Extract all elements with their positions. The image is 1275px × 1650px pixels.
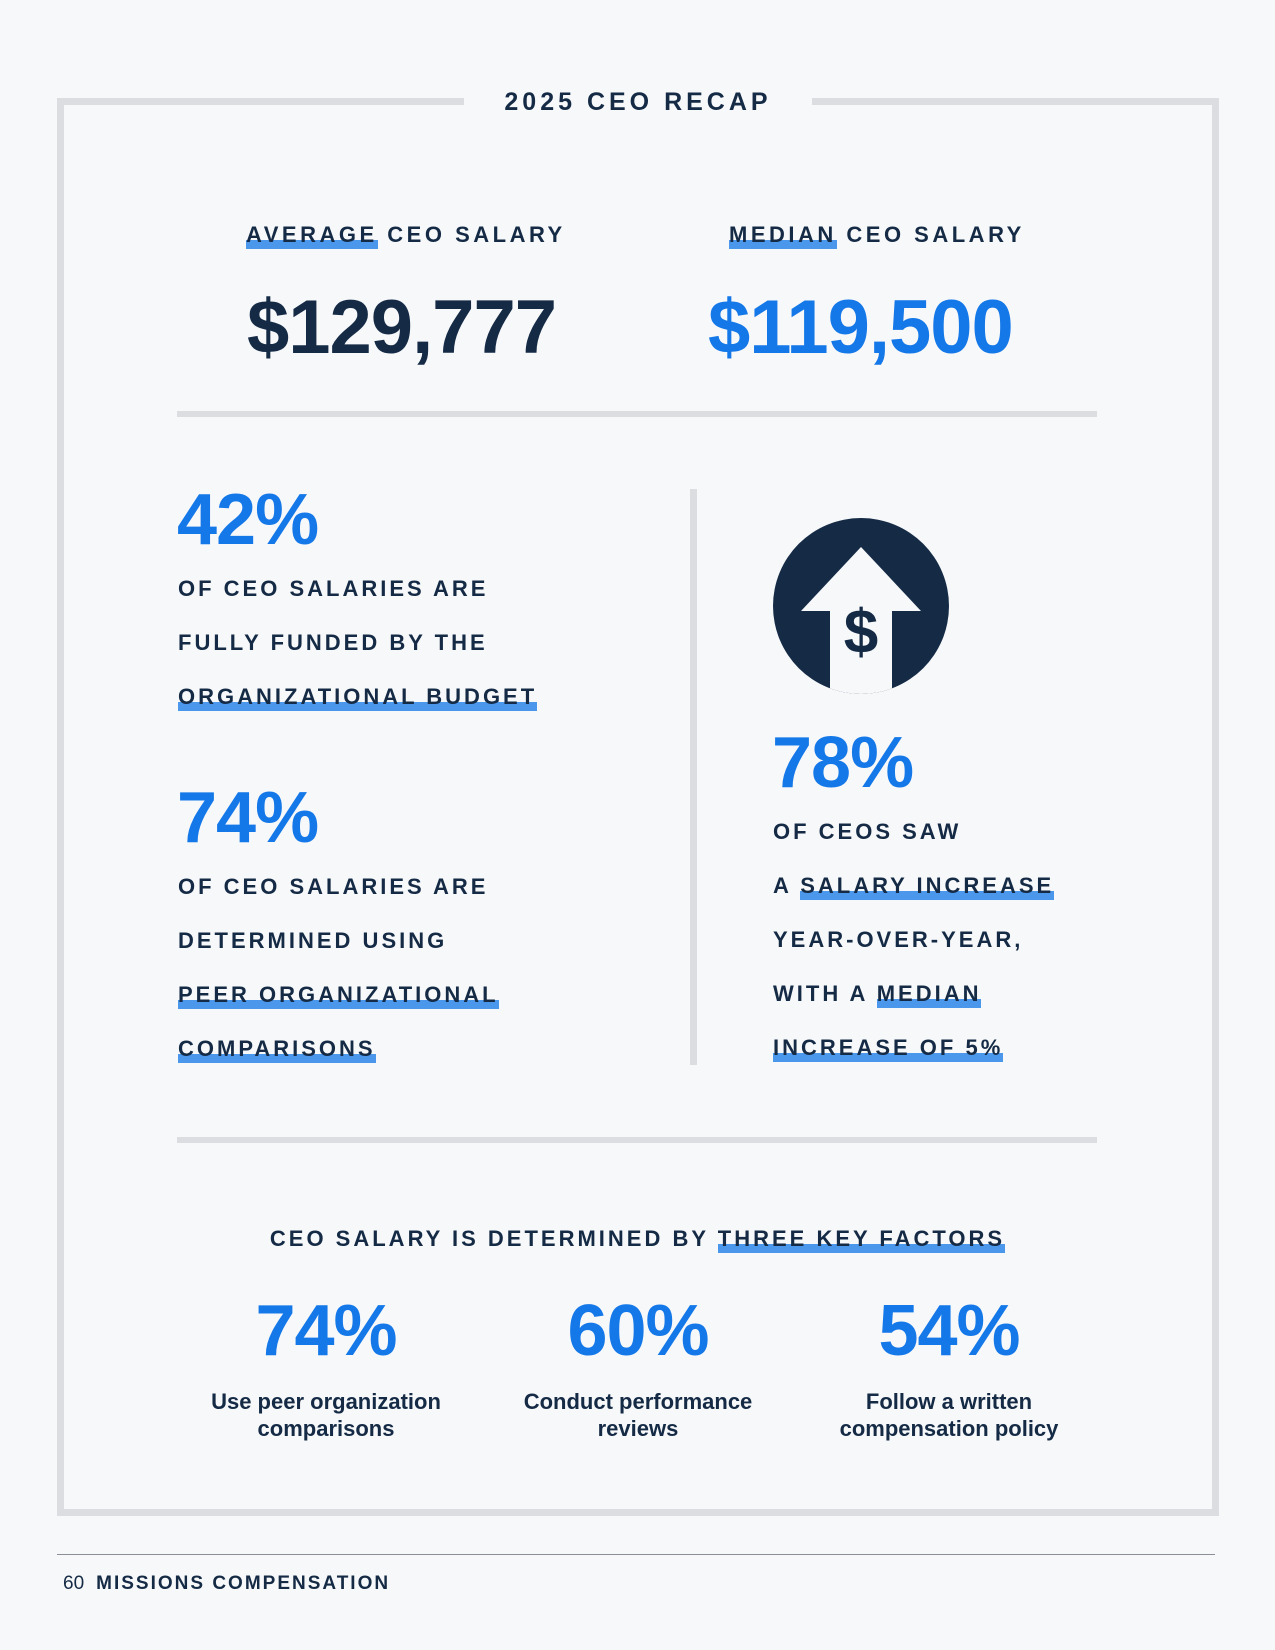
stat-78-line: WITH A MEDIAN [773, 981, 982, 1006]
column-divider [690, 489, 697, 1065]
stat-78-line: OF CEOS SAW [773, 819, 962, 844]
stat-78-line: YEAR-OVER-YEAR, [773, 927, 1024, 952]
page-number: 60 [63, 1573, 85, 1594]
median-salary-value: $119,500 [708, 285, 1013, 370]
stat-74-highlight-line: COMPARISONS [178, 1036, 376, 1061]
stat-42-highlight-line: ORGANIZATIONAL BUDGET [178, 684, 538, 709]
stat-42-line: FULLY FUNDED BY THE [178, 630, 488, 655]
average-salary-label: AVERAGE CEO SALARY [246, 222, 566, 247]
stat-78-highlight-line: INCREASE OF 5% [773, 1035, 1004, 1060]
factors-heading: CEO SALARY IS DETERMINED BY THREE KEY FACTORS [269, 1226, 1006, 1251]
stat-74-line: OF CEO SALARIES ARE [178, 874, 489, 899]
stat-74-highlight-line: PEER ORGANIZATIONAL [178, 982, 499, 1007]
dollar-up-arrow-icon [772, 517, 950, 695]
publication-name: MISSIONS COMPENSATION [96, 1573, 391, 1594]
factor-peer-label: Use peer organization comparisons [211, 1389, 441, 1441]
median-salary-label: MEDIAN CEO SALARY [729, 222, 1025, 247]
svg-text:$: $ [843, 598, 879, 667]
average-highlight: AVERAGE [246, 222, 378, 247]
factor-policy-percent: 54% [878, 1291, 1020, 1371]
stat-78-percent: 78% [772, 723, 914, 803]
average-salary-value: $129,777 [247, 285, 556, 370]
median-highlight: MEDIAN [729, 222, 837, 247]
page-title: 2025 CEO RECAP [464, 82, 812, 122]
stat-74-line: DETERMINED USING [178, 928, 448, 953]
factor-reviews-label: Conduct performance reviews [523, 1389, 753, 1441]
factor-reviews-percent: 60% [567, 1291, 709, 1371]
stat-42-line: OF CEO SALARIES ARE [178, 576, 489, 601]
footer [63, 1573, 390, 1595]
factor-peer-percent: 74% [255, 1291, 397, 1371]
stat-42-percent: 42% [177, 480, 319, 560]
section-divider [177, 411, 1097, 417]
stat-74-percent: 74% [177, 778, 319, 858]
footer-divider [57, 1554, 1215, 1555]
factor-policy-label: Follow a written compensation policy [839, 1389, 1059, 1441]
section-divider [177, 1137, 1097, 1143]
stat-78-line: A SALARY INCREASE [773, 873, 1055, 898]
